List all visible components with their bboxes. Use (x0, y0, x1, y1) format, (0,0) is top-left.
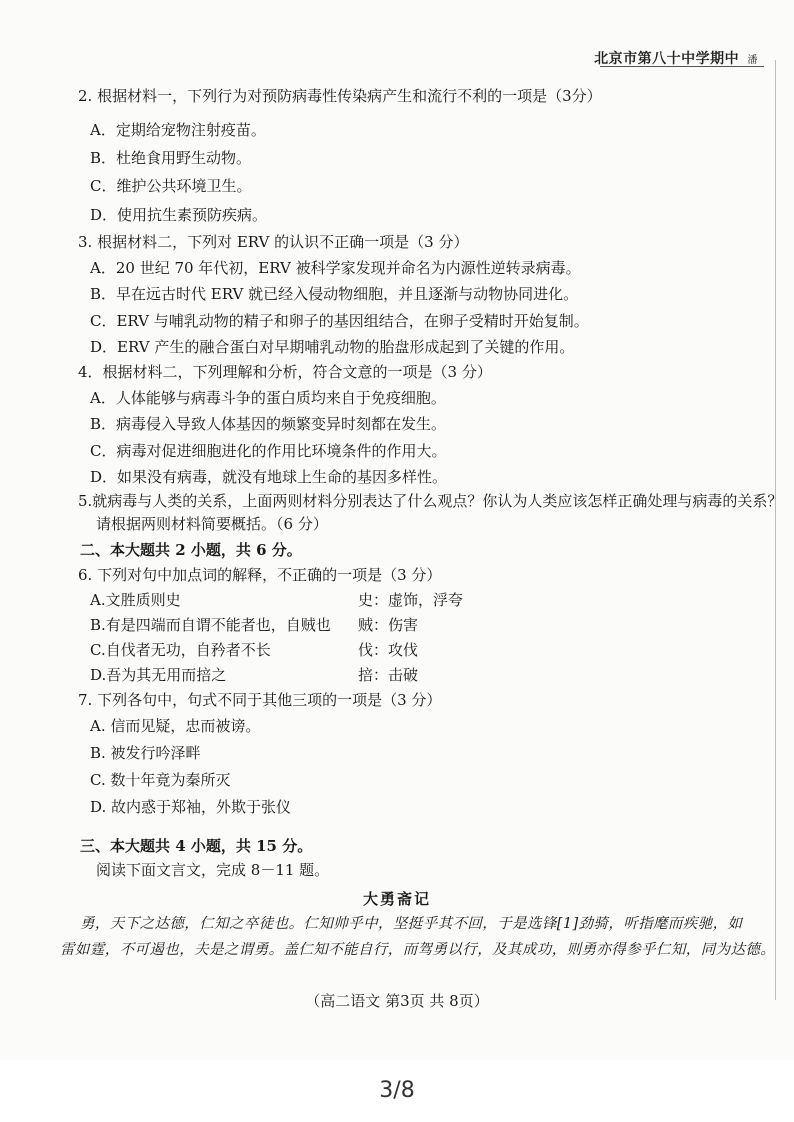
q3-option-b: B．早在远古时代 ERV 就已经入侵动物细胞，并且逐渐与动物协同进化。 (90, 285, 579, 303)
q7-option-b: B. 被发行吟泽畔 (90, 744, 201, 762)
q6-stem: 6. 下列对句中加点词的解释，不正确的一项是（3 分） (78, 566, 442, 584)
section2-title: 二、本大题共 2 小题，共 6 分。 (80, 541, 302, 559)
q6-sentence-d: D.吾为其无用而掊之 (90, 666, 227, 684)
q6-gloss-b: 贼：伤害 (358, 616, 419, 634)
page-edge (775, 60, 776, 1000)
q7-option-a: A. 信而见疑，忠而被谤。 (90, 717, 261, 735)
q4-option-c: C．病毒对促进细胞进化的作用比环境条件的作用大。 (90, 442, 447, 460)
q3-option-a: A．20 世纪 70 年代初，ERV 被科学家发现并命名为内源性逆转录病毒。 (90, 259, 581, 277)
school-header (594, 48, 758, 68)
q4-option-a: A．人体能够与病毒斗争的蛋白质均来自于免疫细胞。 (90, 389, 446, 407)
q2-stem: 2. 根据材料一，下列行为对预防病毒性传染病产生和流行不利的一项是（3分） (78, 87, 602, 105)
passage-line1: 勇，天下之达德，仁知之卒徒也。仁知帅乎中，坚挺乎其不回，于是选锋[1]劲骑，听指麾而疾驰，如 (80, 916, 743, 932)
q4-option-b: B．病毒侵入导致人体基因的频繁变异时刻都在发生。 (90, 415, 447, 433)
q4-stem: 4．根据材料二，下列理解和分析，符合文意的一项是（3 分） (78, 363, 492, 381)
q7-option-d: D. 故内惑于郑袖，外欺于张仪 (90, 798, 292, 816)
q6-row-d (90, 665, 226, 685)
passage-line2: 雷如霆，不可遏也，夫是之谓勇。盖仁知不能自行，而驾勇以行，及其成功，则勇亦得参乎仁知，同为达德。 (60, 942, 776, 958)
section3-title: 三、本大题共 4 小题，共 15 分。 (80, 837, 313, 855)
q6-sentence-a: A.文胜质则史 (90, 591, 181, 609)
q3-stem: 3. 根据材料二，下列对 ERV 的认识不正确一项是（3 分） (78, 233, 469, 251)
q6-gloss-d: 掊：击破 (358, 666, 419, 684)
q6-gloss-a: 史：虚饰，浮夸 (358, 591, 464, 609)
q6-row-a (90, 590, 181, 610)
passage-title: 大勇斋记 (362, 890, 431, 908)
q2-option-b: B．杜绝食用野生动物。 (90, 149, 252, 167)
q6-sentence-c: C.自伐者无功，自矜者不长 (90, 641, 271, 659)
page-indicator: 3/8 (379, 1078, 415, 1103)
q2-option-c: C．维护公共环境卫生。 (90, 177, 252, 195)
header-rule (600, 66, 764, 67)
q3-option-d: D．ERV 产生的融合蛋白对早期哺乳动物的胎盘形成起到了关键的作用。 (90, 338, 575, 356)
school-name: 北京市第八十中学期中 (594, 51, 740, 67)
q6-row-c (90, 640, 271, 660)
q7-option-c: C. 数十年竟为秦所灭 (90, 771, 231, 789)
q5-line1: 5.就病毒与人类的关系，上面两则材料分别表达了什么观点？你认为人类应该怎样正确处理与病毒的关系？ (78, 492, 783, 510)
header-mark: 潘 (747, 55, 758, 66)
q7-stem: 7. 下列各句中，句式不同于其他三项的一项是（3 分） (78, 691, 442, 709)
q6-sentence-b: B.有是四端而自谓不能者也，自贼也 (90, 616, 331, 634)
q2-option-d: D．使用抗生素预防疾病。 (90, 206, 268, 224)
q3-option-c: C．ERV 与哺乳动物的精子和卵子的基因组结合，在卵子受精时开始复制。 (90, 312, 589, 330)
q6-gloss-c: 伐：攻伐 (358, 641, 419, 659)
section3-instruction: 阅读下面文言文，完成 8－11 题。 (96, 861, 330, 879)
page-footer: （高二语文 第3页 共 8页） (305, 992, 489, 1010)
q5-line2: 请根据两则材料简要概括。（6 分） (96, 515, 328, 533)
q6-row-b (90, 615, 331, 635)
q2-option-a: A．定期给宠物注射疫苗。 (90, 121, 266, 139)
q4-option-d: D．如果没有病毒，就没有地球上生命的基因多样性。 (90, 468, 448, 486)
